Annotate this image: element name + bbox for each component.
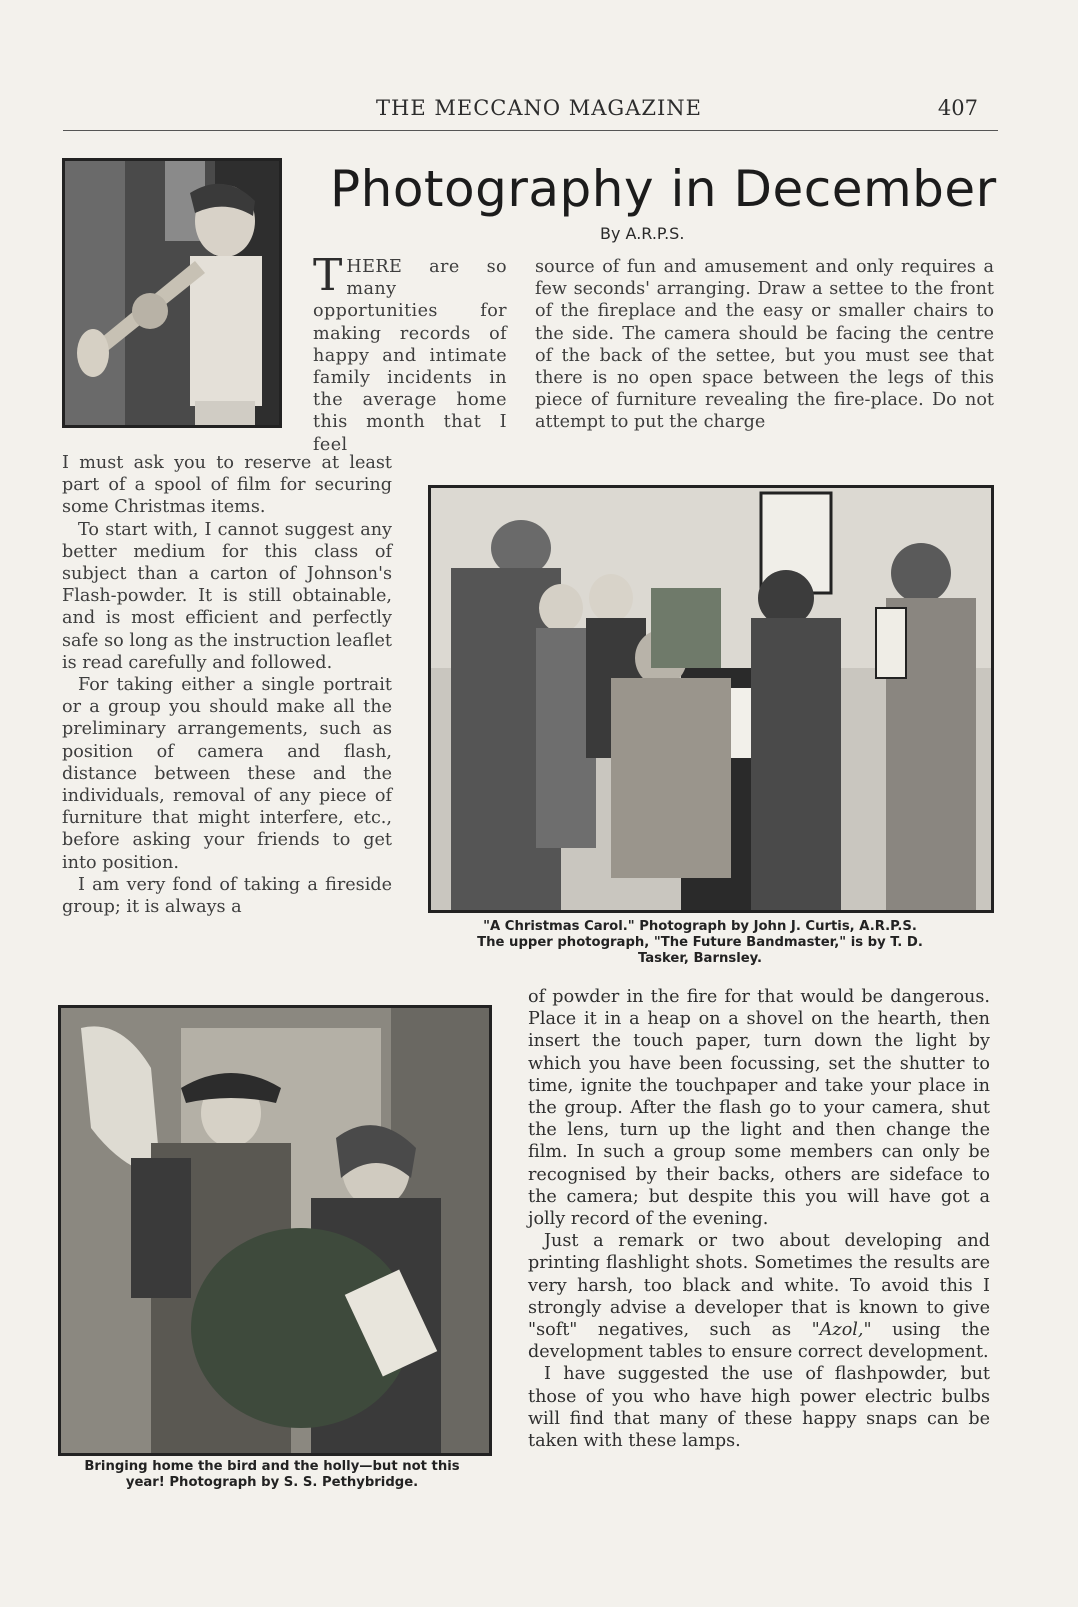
photo-boy-with-trumpet (62, 158, 282, 428)
photo-bird-and-holly (58, 1005, 492, 1456)
intro-text: HERE are so many opportunities for making records of happy and intimate family incidents in the average home this month that I feel (313, 257, 507, 455)
paragraph: I must ask you to reserve at least part of a spool of film for securing some Christmas items. (62, 453, 392, 518)
paragraph: To start with, I cannot suggest any better medium for this class of subject than a carton of Johnson's Flash-powder. It is still obtainable, and is most efficient and perfectly safe so long as the instruction leaflet is read carefully and followed. (62, 519, 392, 673)
caption-line: Bringing home the bird and the holly—but not this (84, 1459, 460, 1474)
caption-line: "A Christmas Carol." Photograph by John J. Curtis, A.R.P.S. (483, 919, 917, 934)
paragraph: For taking either a single portrait or a group you should make all the preliminary arrangements, such as position of camera and flash, distance between these and the individuals, removal of any piece of furniture that might interfere, etc., before asking your friends to get into position. (62, 675, 392, 873)
paragraph: I am very fond of taking a fireside group; it is always a (62, 874, 392, 918)
paragraph: source of fun and amusement and only requires a few seconds' arranging. Draw a settee to the front of the fireplace and the easy or smaller chairs to the side. The camera should be facing the centre of the back of the settee, but you must see that there is no open space between the legs of this piece of furniture revealing the fire-place. Do not attempt to put the charge (535, 257, 994, 433)
header-divider (63, 130, 998, 131)
magazine-title: THE MECCANO MAGAZINE (376, 96, 702, 120)
paragraph (528, 1230, 990, 1363)
photo-caption-christmas-carol (400, 919, 1000, 967)
caption-line: The upper photograph, "The Future Bandmaster," is by T. D. (477, 935, 923, 950)
caption-line: Tasker, Barnsley. (637, 951, 763, 966)
left-column (62, 452, 392, 918)
article-byline: By A.R.P.S. (600, 224, 685, 243)
photo-christmas-carol (428, 485, 994, 913)
article-title: Photography in December (330, 160, 997, 218)
paragraph: I have suggested the use of flashpowder, but those of you who have high power electric bulbs will find that many of these happy snaps can be taken with these lamps. (528, 1364, 990, 1452)
intro-column (313, 250, 507, 456)
paragraph-text: Just a remark or two about developing and printing flashlight shots. Sometimes the results are very harsh, too black and white. To avoid this I strongly advise a developer that is known to give "soft" negatives, such as " (528, 1231, 990, 1341)
product-name: Azol, (819, 1320, 864, 1341)
paragraph-text: " using the development tables to ensure correct development. (528, 1320, 991, 1363)
drop-cap: T (313, 250, 343, 301)
caption-line: year! Photograph by S. S. Pethybridge. (125, 1475, 419, 1490)
paragraph: of powder in the fire for that would be dangerous. Place it in a heap on a shovel on the hearth, then insert the touch paper, turn down the light by which you have been focussing, set the shutter to time, ignite the touchpaper and take your place in the group. After the flash go to your camera, shut the lens, turn up the light and then change the film. In such a group some members can only be recognised by their backs, others are sideface to the camera; but despite this you will have got a jolly record of the evening. (528, 987, 990, 1230)
page-number: 407 (937, 96, 978, 120)
right-column-top (535, 256, 994, 434)
right-column-bottom (528, 986, 990, 1452)
photo-caption-bird-and-holly (40, 1459, 504, 1491)
